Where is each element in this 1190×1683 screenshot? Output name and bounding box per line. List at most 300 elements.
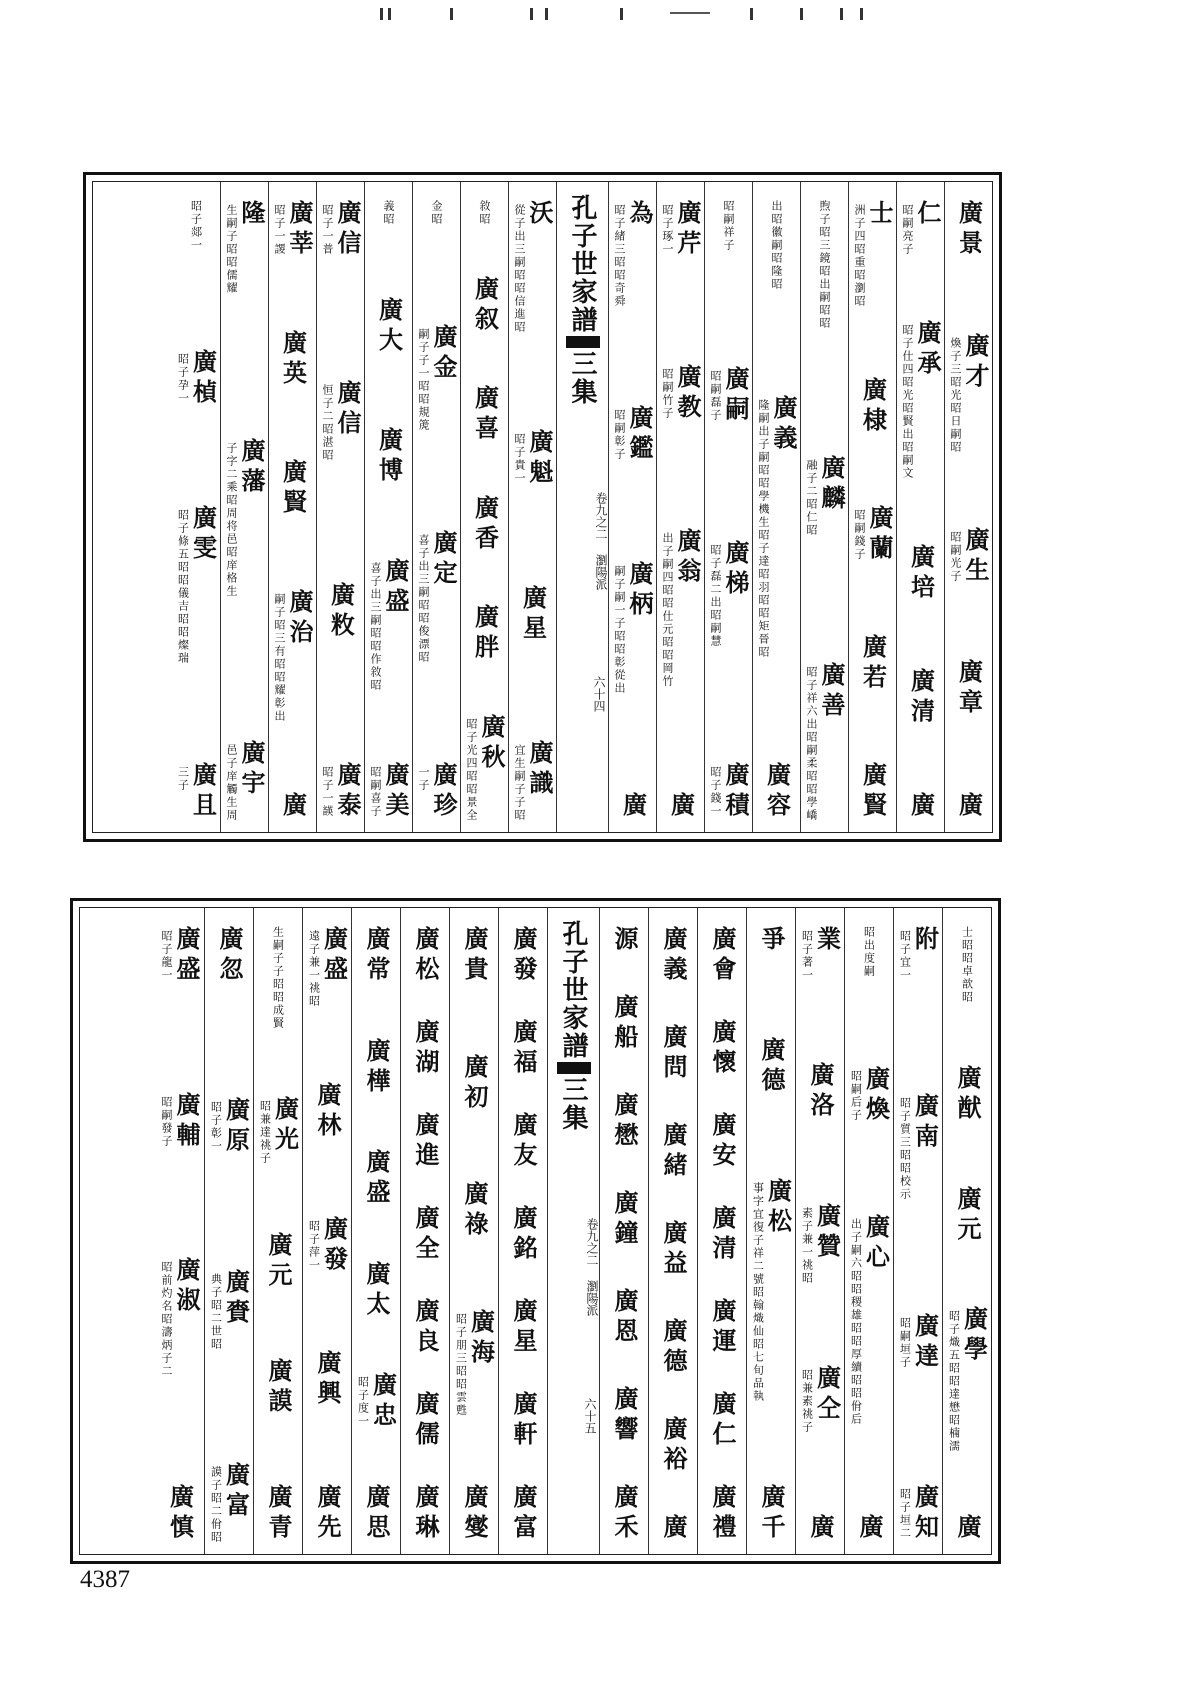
person-name: 廣問 bbox=[659, 1024, 688, 1084]
person-name: 廣鑑 bbox=[625, 404, 654, 465]
lineage-note: 宜生嗣子子昭 bbox=[513, 743, 526, 822]
genealogy-column bbox=[800, 182, 848, 832]
genealogy-entry bbox=[160, 1257, 199, 1378]
lineage-note: 嗣子嗣一子昭昭彰從出 bbox=[613, 565, 626, 696]
lineage-note: 邑子庠觸生周 bbox=[225, 744, 238, 822]
genealogy-entry bbox=[510, 1205, 536, 1265]
genealogy-entry bbox=[660, 1024, 686, 1084]
person-name: 廣金 bbox=[429, 324, 458, 384]
genealogy-entry bbox=[901, 200, 940, 256]
genealogy-entry bbox=[860, 377, 886, 437]
genealogy-column bbox=[302, 908, 351, 1554]
person-name: 廣 bbox=[954, 792, 984, 822]
lineage-note: 敘昭 bbox=[478, 200, 491, 226]
genealogy-entry bbox=[210, 1462, 249, 1544]
genealogy-entry bbox=[757, 395, 796, 659]
genealogy-entry bbox=[801, 1365, 840, 1434]
genealogy-entry bbox=[860, 634, 886, 694]
genealogy-entry bbox=[455, 1309, 494, 1417]
person-name: 廣裕 bbox=[659, 1416, 688, 1476]
column-entries bbox=[753, 200, 800, 822]
person-name: 廣定 bbox=[429, 530, 458, 590]
genealogy-entry bbox=[709, 1298, 735, 1358]
genealogy-entry bbox=[280, 330, 306, 390]
genealogy-entry bbox=[417, 762, 456, 822]
lineage-note: 昭子熾五昭昭達懋昭楠濡 bbox=[947, 1310, 961, 1454]
person-name: 廣銘 bbox=[509, 1205, 538, 1265]
lineage-note: 恒子二昭湛昭 bbox=[321, 384, 334, 462]
genealogy-entry bbox=[259, 1096, 298, 1165]
genealogy-entry bbox=[510, 1019, 536, 1079]
genealogy-column bbox=[608, 182, 656, 832]
genealogy-entry bbox=[805, 662, 844, 822]
lineage-note: 昭嗣竹子 bbox=[661, 368, 674, 420]
genealogy-entry bbox=[807, 1062, 833, 1122]
genealogy-entry bbox=[376, 297, 402, 357]
person-name: 廣元 bbox=[264, 1231, 293, 1292]
person-name: 廣 bbox=[618, 791, 648, 822]
lineage-note: 昭子郯一 bbox=[189, 200, 203, 252]
genealogy-entry bbox=[412, 1112, 438, 1172]
person-name: 廣蘭 bbox=[865, 505, 894, 565]
section-label bbox=[548, 1218, 599, 1316]
genealogy-entry bbox=[954, 1514, 980, 1544]
person-name: 廣湖 bbox=[411, 1019, 440, 1079]
genealogy-column bbox=[220, 182, 268, 832]
genealogy-entry bbox=[210, 1269, 249, 1351]
person-name: 廣泰 bbox=[333, 762, 362, 822]
person-name: 廣治 bbox=[285, 588, 314, 649]
genealogy-entry bbox=[412, 1391, 438, 1451]
person-name: 廣千 bbox=[757, 1484, 786, 1544]
person-name: 仁 bbox=[913, 200, 942, 230]
genealogy-page-64 bbox=[83, 172, 1002, 842]
lineage-note: 喜子出三嗣昭昭俊漂昭 bbox=[417, 534, 430, 664]
column-entries bbox=[796, 926, 844, 1544]
branch-label: 瀏陽派 bbox=[585, 1280, 599, 1316]
person-name: 廣敉 bbox=[326, 582, 356, 642]
lineage-note: 生嗣子子昭昭成賢 bbox=[271, 926, 285, 1030]
person-name: 廣船 bbox=[610, 994, 639, 1054]
person-name: 廣章 bbox=[954, 659, 984, 720]
person-name: 廣常 bbox=[362, 926, 391, 986]
person-name: 廣松 bbox=[763, 1178, 793, 1238]
genealogy-entry bbox=[956, 659, 982, 719]
lineage-note: 昭子磊二出昭嗣慧 bbox=[709, 544, 722, 648]
lineage-note: 金昭 bbox=[430, 200, 443, 226]
person-name: 廣盛 bbox=[381, 557, 410, 618]
genealogy-entry bbox=[461, 1181, 487, 1241]
genealogy-entry bbox=[853, 200, 892, 308]
genealogy-entry bbox=[177, 505, 216, 665]
genealogy-entry bbox=[899, 1093, 938, 1201]
lineage-note: 昭子朋三昭昭雲甦 bbox=[454, 1312, 468, 1417]
folio-number: 六十四 bbox=[592, 676, 606, 712]
book-title-text: 孔子世家譜 bbox=[567, 194, 597, 334]
column-entries bbox=[845, 926, 893, 1544]
person-name: 廣叙 bbox=[470, 275, 500, 336]
column-entries bbox=[705, 200, 752, 822]
genealogy-entry bbox=[177, 349, 216, 409]
genealogy-entry bbox=[956, 792, 982, 822]
genealogy-page-65 bbox=[70, 898, 1001, 1564]
genealogy-entry bbox=[513, 740, 552, 822]
genealogy-entry bbox=[611, 1288, 637, 1348]
lineage-note: 昭嗣祥子 bbox=[722, 200, 735, 252]
person-name: 廣梯 bbox=[721, 540, 750, 600]
lineage-note: 昭前灼名昭濤炳子二 bbox=[160, 1261, 173, 1379]
genealogy-entry bbox=[478, 200, 491, 226]
person-name: 廣林 bbox=[313, 1082, 342, 1142]
genealogy-entry bbox=[510, 1391, 536, 1451]
person-name: 廣全 bbox=[411, 1205, 440, 1265]
genealogy-entry bbox=[363, 1261, 389, 1321]
lineage-note: 遠子兼一祧昭 bbox=[307, 930, 321, 1008]
person-name: 廣清 bbox=[708, 1205, 737, 1265]
genealogy-entry bbox=[430, 200, 443, 226]
person-name: 廣輔 bbox=[172, 1091, 201, 1152]
lineage-note: 昭子孕一 bbox=[176, 352, 190, 405]
person-name: 廣盛 bbox=[319, 926, 349, 986]
genealogy-column bbox=[599, 908, 648, 1554]
person-name: 廣鐘 bbox=[610, 1190, 639, 1250]
genealogy-entry bbox=[709, 926, 735, 986]
lineage-note: 昭兼素祧子 bbox=[800, 1368, 814, 1434]
genealogy-entry bbox=[273, 589, 312, 723]
person-name: 為 bbox=[625, 200, 654, 230]
genealogy-entry bbox=[472, 276, 498, 336]
person-name: 廣 bbox=[806, 1514, 835, 1544]
person-name: 廣燮 bbox=[460, 1484, 489, 1544]
lineage-note: 事字宜復子祥二號昭翰熾仙昭七旬品執 bbox=[751, 1182, 765, 1403]
genealogy-entry bbox=[321, 762, 360, 822]
person-name: 廣星 bbox=[518, 584, 548, 645]
chapter-label: 卷九之二 bbox=[594, 492, 608, 540]
genealogy-entry bbox=[908, 792, 934, 822]
lineage-note: 昭兼達祧子 bbox=[258, 1100, 272, 1166]
lineage-note: 昭嗣錢子 bbox=[853, 509, 866, 561]
genealogy-entry bbox=[265, 1358, 291, 1418]
person-name: 廣祿 bbox=[460, 1181, 489, 1241]
genealogy-entry bbox=[160, 1092, 199, 1152]
lineage-note: 煥子三昭光昭日嗣昭 bbox=[949, 336, 962, 454]
genealogy-entry bbox=[660, 1220, 686, 1280]
column-entries bbox=[254, 926, 302, 1544]
person-name: 廣原 bbox=[221, 1097, 251, 1158]
column-entries bbox=[172, 200, 220, 822]
genealogy-entry bbox=[758, 1484, 784, 1544]
column-entries bbox=[352, 926, 400, 1544]
genealogy-entry bbox=[412, 1019, 438, 1079]
genealogy-column bbox=[795, 908, 844, 1554]
column-entries bbox=[849, 200, 896, 822]
genealogy-column bbox=[942, 908, 991, 1554]
person-name: 廣元 bbox=[953, 1185, 982, 1246]
person-name: 廣信 bbox=[333, 380, 362, 440]
chapter-label: 卷九之二 bbox=[585, 1218, 599, 1266]
person-name: 廣禮 bbox=[708, 1484, 737, 1544]
genealogy-column bbox=[746, 908, 795, 1554]
lineage-note: 昭子一普 bbox=[321, 204, 334, 256]
genealogy-column bbox=[893, 908, 942, 1554]
page-number: 4387 bbox=[80, 1566, 130, 1593]
lineage-note: 昭子祥六出昭嗣柔昭昭學嶠 bbox=[805, 666, 818, 822]
genealogy-entry bbox=[216, 926, 242, 986]
genealogy-entry bbox=[956, 200, 982, 260]
person-name: 廣友 bbox=[509, 1112, 538, 1172]
genealogy-entry bbox=[225, 740, 264, 822]
lineage-note: 昭子一謖 bbox=[273, 204, 286, 256]
person-name: 廣仝 bbox=[812, 1364, 842, 1425]
genealogy-entry bbox=[265, 1232, 291, 1292]
person-name: 廣盛 bbox=[172, 926, 201, 986]
genealogy-entry bbox=[314, 1484, 340, 1544]
genealogy-column bbox=[204, 908, 253, 1554]
genealogy-entry bbox=[369, 558, 408, 692]
genealogy-entry bbox=[709, 366, 748, 426]
lineage-note: 煦子昭三鏡昭出嗣昭昭 bbox=[818, 200, 831, 330]
person-name: 廣思 bbox=[362, 1483, 391, 1544]
genealogy-column bbox=[253, 908, 302, 1554]
genealogy-entry bbox=[510, 926, 536, 986]
column-entries bbox=[943, 926, 991, 1544]
genealogy-entry bbox=[770, 200, 783, 291]
person-name: 廣猷 bbox=[953, 1064, 982, 1125]
person-name: 廣魁 bbox=[525, 429, 554, 490]
person-name: 廣 bbox=[278, 792, 308, 822]
person-name: 廣學 bbox=[959, 1306, 989, 1367]
genealogy-entry bbox=[363, 926, 389, 986]
lineage-note: 三子 bbox=[176, 765, 190, 792]
genealogy-entry bbox=[510, 1484, 536, 1544]
genealogy-column bbox=[400, 908, 449, 1554]
person-name: 廣南 bbox=[910, 1093, 940, 1154]
person-name: 廣星 bbox=[509, 1298, 538, 1358]
genealogy-entry bbox=[314, 1350, 340, 1410]
person-name: 廣積 bbox=[721, 762, 750, 822]
person-name: 廣 bbox=[666, 792, 696, 822]
genealogy-column bbox=[848, 182, 896, 832]
column-entries bbox=[698, 926, 746, 1544]
genealogy-entry bbox=[661, 528, 700, 688]
person-name: 廣翁 bbox=[673, 528, 702, 588]
genealogy-entry bbox=[308, 1216, 347, 1276]
genealogy-entry bbox=[613, 405, 652, 465]
column-entries bbox=[461, 200, 508, 822]
genealogy-column bbox=[364, 182, 412, 832]
column-entries bbox=[801, 200, 848, 822]
lineage-note: 義昭 bbox=[382, 200, 395, 226]
lineage-note: 融子二昭仁昭 bbox=[805, 459, 818, 537]
genealogy-entry bbox=[863, 926, 876, 978]
genealogy-entry bbox=[465, 714, 504, 822]
person-name: 廣心 bbox=[861, 1214, 891, 1274]
person-name: 廣盛 bbox=[362, 1149, 391, 1210]
genealogy-entry bbox=[160, 926, 199, 986]
genealogy-entry bbox=[314, 1082, 340, 1142]
person-name: 沃 bbox=[525, 200, 554, 230]
column-entries bbox=[221, 200, 268, 822]
fish-tail-mark bbox=[557, 1062, 591, 1074]
genealogy-entry bbox=[321, 380, 360, 462]
person-name: 源 bbox=[610, 926, 639, 956]
person-name: 廣美 bbox=[381, 762, 410, 822]
column-entries bbox=[945, 200, 992, 822]
genealogy-entry bbox=[363, 1484, 389, 1544]
lineage-note: 素子兼一祧昭 bbox=[800, 1206, 814, 1285]
genealogy-entry bbox=[661, 200, 700, 260]
genealogy-column bbox=[449, 908, 498, 1554]
person-name: 廣博 bbox=[374, 427, 404, 487]
person-name: 廣福 bbox=[509, 1019, 538, 1079]
genealogy-column bbox=[268, 182, 316, 832]
person-name: 廣洛 bbox=[806, 1062, 835, 1123]
lineage-note: 昭子條五昭昭儀吉昭昭燦瑞 bbox=[176, 509, 190, 666]
person-name: 廣莘 bbox=[285, 200, 314, 260]
genealogy-entry bbox=[513, 200, 552, 334]
lineage-note: 生嗣子昭昭儒耀 bbox=[225, 204, 238, 295]
genealogy-entry bbox=[961, 926, 974, 1004]
genealogy-entry bbox=[709, 540, 748, 648]
person-name: 廣興 bbox=[313, 1350, 342, 1410]
person-name: 廣富 bbox=[221, 1461, 251, 1522]
genealogy-entry bbox=[850, 1214, 889, 1426]
person-name: 廣仁 bbox=[708, 1391, 737, 1451]
genealogy-entry bbox=[611, 1190, 637, 1250]
person-name: 廣良 bbox=[411, 1298, 440, 1358]
column-entries bbox=[317, 200, 364, 822]
genealogy-entry bbox=[265, 1484, 291, 1544]
lineage-note: 昭子一韺 bbox=[321, 766, 334, 818]
person-name: 廣信 bbox=[333, 200, 362, 260]
person-name: 廣富 bbox=[509, 1484, 538, 1544]
person-name: 爭 bbox=[757, 926, 786, 956]
person-name: 廣 bbox=[855, 1514, 884, 1544]
person-name: 廣發 bbox=[319, 1216, 349, 1276]
genealogy-entry bbox=[660, 1318, 686, 1378]
column-entries bbox=[450, 926, 498, 1544]
genealogy-entry bbox=[363, 1038, 389, 1098]
person-name: 廣忠 bbox=[368, 1372, 398, 1433]
person-name: 廣樺 bbox=[362, 1037, 391, 1098]
genealogy-entry bbox=[758, 926, 784, 956]
genealogy-entry bbox=[722, 200, 735, 252]
lineage-note: 昭出度嗣 bbox=[862, 926, 876, 978]
genealogy-entry bbox=[660, 1514, 686, 1544]
person-name: 廣清 bbox=[906, 668, 936, 728]
column-entries bbox=[401, 926, 449, 1544]
person-name: 廣 bbox=[906, 792, 936, 822]
genealogy-entry bbox=[660, 1416, 686, 1476]
genealogy-entry bbox=[954, 1186, 980, 1246]
person-name: 廣嗣 bbox=[721, 366, 750, 426]
person-name: 廣響 bbox=[610, 1386, 639, 1446]
genealogy-entry bbox=[417, 530, 456, 664]
person-name: 廣景 bbox=[954, 200, 984, 260]
lineage-note: 典子昭二世昭 bbox=[209, 1272, 223, 1351]
genealogy-column bbox=[656, 182, 704, 832]
person-name: 廣發 bbox=[509, 926, 538, 986]
person-name: 廣麟 bbox=[817, 455, 846, 515]
person-name: 廣慎 bbox=[165, 1483, 195, 1544]
center-title-column bbox=[547, 908, 599, 1554]
genealogy-column bbox=[412, 182, 460, 832]
person-name: 廣先 bbox=[313, 1484, 342, 1544]
genealogy-entry bbox=[801, 1203, 840, 1285]
genealogy-entry bbox=[954, 1065, 980, 1125]
genealogy-column bbox=[648, 908, 697, 1554]
person-name: 廣緒 bbox=[659, 1122, 688, 1182]
person-name: 廣忽 bbox=[215, 926, 244, 986]
genealogy-entry bbox=[167, 1484, 193, 1544]
genealogy-entry bbox=[709, 1205, 735, 1265]
lineage-note: 昭嗣亮子 bbox=[901, 204, 914, 256]
genealogy-entry bbox=[363, 1149, 389, 1209]
genealogy-entry bbox=[668, 792, 694, 822]
genealogy-entry bbox=[412, 1484, 438, 1544]
genealogy-column bbox=[498, 908, 547, 1554]
person-name: 廣善 bbox=[817, 662, 846, 722]
person-name: 廣軒 bbox=[509, 1391, 538, 1451]
person-name: 廣宇 bbox=[237, 740, 266, 800]
fish-tail-mark bbox=[566, 336, 600, 348]
lineage-note: 昭子貴一 bbox=[513, 433, 526, 486]
genealogy-entry bbox=[328, 582, 354, 642]
genealogy-entry bbox=[613, 200, 652, 308]
genealogy-entry bbox=[807, 1514, 833, 1544]
volume-label: 三集 bbox=[558, 1076, 588, 1132]
genealogy-entry bbox=[899, 1313, 938, 1373]
genealogy-entry bbox=[510, 1112, 536, 1172]
column-entries bbox=[657, 200, 704, 822]
lineage-note: 士昭昭卓歆昭 bbox=[960, 926, 974, 1004]
column-entries bbox=[413, 200, 460, 822]
lineage-note: 嗣子子一昭昭規箎 bbox=[417, 328, 430, 432]
person-name: 廣識 bbox=[525, 739, 554, 800]
genealogy-entry bbox=[899, 1484, 938, 1544]
genealogy-entry bbox=[520, 585, 546, 645]
person-name: 廣 bbox=[659, 1514, 688, 1544]
person-name: 廣義 bbox=[769, 394, 798, 455]
genealogy-entry bbox=[611, 994, 637, 1054]
lineage-note: 謨子昭二佾昭 bbox=[209, 1465, 223, 1544]
genealogy-entry bbox=[461, 926, 487, 986]
genealogy-entry bbox=[908, 668, 934, 728]
genealogy-entry bbox=[758, 1037, 784, 1097]
genealogy-entry bbox=[382, 200, 395, 226]
genealogy-entry bbox=[369, 762, 408, 822]
genealogy-entry bbox=[611, 926, 637, 956]
genealogy-entry bbox=[225, 200, 264, 295]
lineage-note: 嗣子昭三有昭昭耀彰出 bbox=[273, 592, 286, 723]
lineage-note: 昭子垣二 bbox=[898, 1487, 912, 1540]
lineage-note: 昭子彰一 bbox=[209, 1101, 223, 1154]
person-name: 廣英 bbox=[278, 329, 308, 390]
genealogy-entry bbox=[949, 333, 988, 454]
person-name: 廣松 bbox=[411, 926, 440, 986]
genealogy-entry bbox=[860, 762, 886, 822]
genealogy-column bbox=[752, 182, 800, 832]
lineage-note: 昭子光四昭昭景全 bbox=[465, 717, 478, 822]
lineage-note: 昭嗣垣子 bbox=[898, 1316, 912, 1369]
person-name: 廣且 bbox=[188, 761, 218, 822]
person-name: 廣儒 bbox=[411, 1391, 440, 1451]
branch-label: 瀏陽派 bbox=[594, 554, 608, 590]
genealogy-entry bbox=[660, 926, 686, 986]
person-name: 廣達 bbox=[910, 1312, 940, 1373]
person-name: 廣胖 bbox=[470, 604, 500, 665]
genealogy-entry bbox=[280, 459, 306, 519]
